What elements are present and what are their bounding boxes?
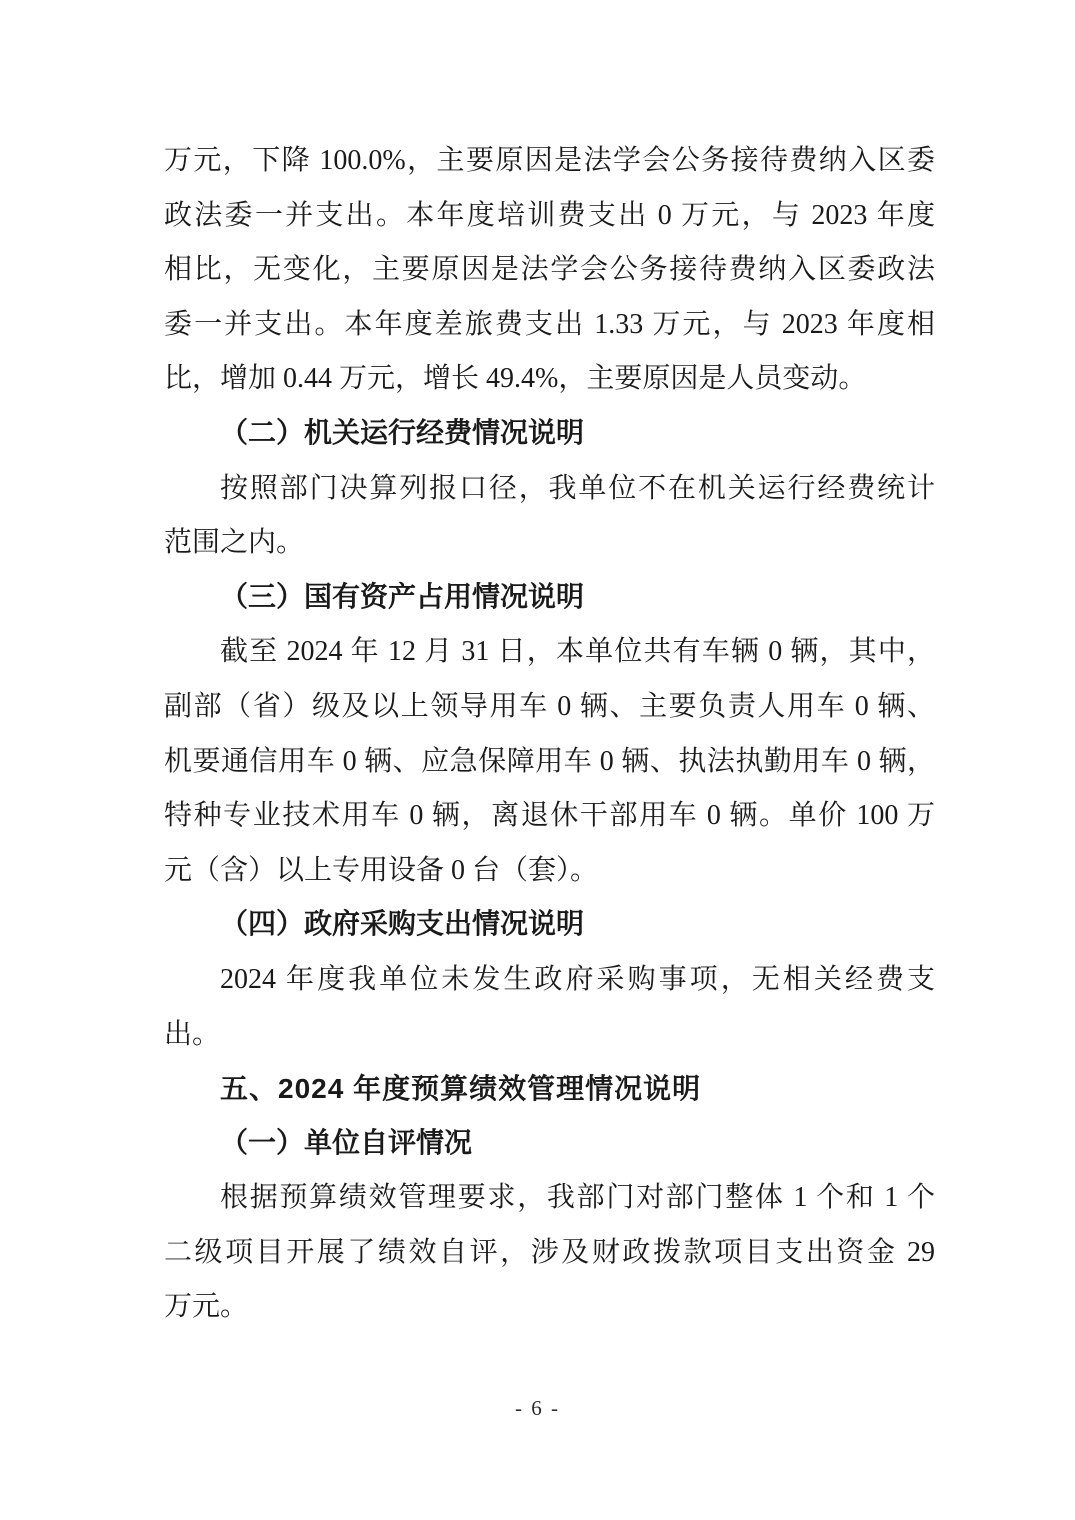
- body-text-line: 2024 年度我单位未发生政府采购事项，无相关经费支: [220, 963, 935, 995]
- body-text-line: 万元，下降 100.0%，主要原因是法学会公务接待费纳入区委: [164, 145, 935, 176]
- body-text-line: 根据预算绩效管理要求，我部门对部门整体 1 个和 1 个: [220, 1182, 935, 1214]
- subsection-heading: （一）单位自评情况: [220, 1127, 473, 1159]
- subsection-heading: （二）机关运行经费情况说明: [220, 417, 585, 449]
- section-heading: 五、2024 年度预算绩效管理情况说明: [220, 1073, 702, 1105]
- body-text-line: 二级项目开展了绩效自评，涉及财政拨款项目支出资金 29: [164, 1236, 935, 1268]
- body-text-line: 副部（省）级及以上领导用车 0 辆、主要负责人用车 0 辆、: [164, 690, 935, 722]
- body-text-line: 比，增加 0.44 万元，增长 49.4%，主要原因是人员变动。: [164, 363, 867, 395]
- document-body: [164, 134, 935, 1335]
- body-text-line: 出。: [164, 1018, 221, 1050]
- body-text-line: 政法委一并支出。本年度培训费支出 0 万元，与 2023 年度: [164, 199, 935, 231]
- body-text-line: 特种专业技术用车 0 辆，离退休干部用车 0 辆。单价 100 万: [164, 800, 935, 832]
- body-text-line: 相比，无变化，主要原因是法学会公务接待费纳入区委政法: [164, 254, 935, 286]
- body-text-line: 范围之内。: [164, 527, 305, 559]
- body-text-line: 万元。: [164, 1291, 249, 1323]
- subsection-heading: （四）政府采购支出情况说明: [220, 909, 585, 941]
- page-number: - 6 -: [515, 1396, 560, 1420]
- subsection-heading: （三）国有资产占用情况说明: [220, 581, 585, 613]
- body-text-line: 截至 2024 年 12 月 31 日，本单位共有车辆 0 辆，其中，: [220, 636, 935, 668]
- body-text-line: 委一并支出。本年度差旅费支出 1.33 万元，与 2023 年度相: [164, 308, 935, 340]
- body-text-line: 按照部门决算列报口径，我单位不在机关运行经费统计: [220, 472, 935, 504]
- body-text-line: 机要通信用车 0 辆、应急保障用车 0 辆、执法执勤用车 0 辆，: [164, 745, 935, 777]
- body-text-line: 元（含）以上专用设备 0 台（套）。: [164, 854, 599, 886]
